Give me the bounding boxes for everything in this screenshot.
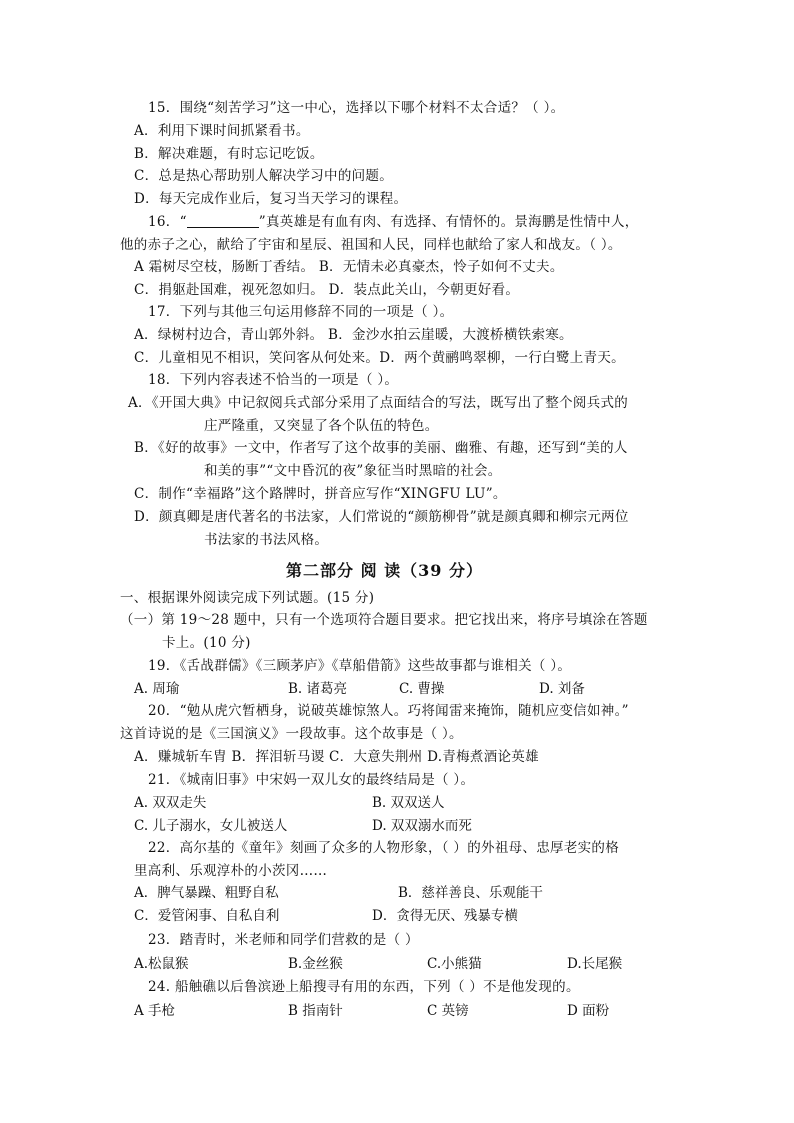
q18-option-a-line1: A．《开国大典》中记叙阅兵式部分采用了点面结合的写法，既写出了整个阅兵式的: [128, 395, 629, 411]
q23-option-d: D.长尾猴: [567, 956, 623, 972]
q23-option-b: B.金丝猴: [288, 956, 343, 972]
q20-options: A．赚城斩车胄 B．挥泪斩马谡 C．大意失荆州 D.青梅煮酒论英雄: [134, 749, 539, 765]
q15-option-d: D．每天完成作业后，复习当天学习的课程。: [134, 191, 408, 207]
q19-option-d: D. 刘备: [539, 681, 585, 697]
q22-option-c: C．爱管闲事、自私自利: [134, 908, 280, 924]
q15-option-a: A．利用下课时间抓紧看书。: [134, 123, 310, 139]
q18-option-d-line1: D．颜真卿是唐代著名的书法家，人们常说的“颜筋柳骨”就是颜真卿和柳宗元两位: [134, 509, 629, 525]
q23-stem: 23．踏青时，米老师和同学们营救的是（ ）: [148, 932, 419, 948]
section1-heading: 一、根据课外阅读完成下列试题。(15 分): [120, 590, 375, 606]
q19-option-c: C. 曹操: [399, 681, 445, 697]
q22-stem-line2: 里高利、乐观淳朴的小茨冈……: [134, 863, 328, 879]
q20-stem-line1: 20．“勉从虎穴暂栖身，说破英雄惊煞人。巧将闻雷来掩饰，随机应变信如神。”: [148, 703, 629, 719]
q18-option-a-line2: 庄严隆重，又突显了各个队伍的特色。: [204, 418, 439, 434]
q16-stem-prefix: 16．“: [148, 214, 187, 230]
q16-options-cd: C．捐躯赴国难，视死忽如归。 D．装点此关山，今朝更好看。: [134, 282, 520, 298]
q23-option-c: C.小熊猫: [427, 956, 482, 972]
q21-option-c: C. 儿子溺水，女儿被送人: [134, 818, 288, 834]
q21-option-d: D. 双双溺水而死: [372, 818, 472, 834]
q24-option-a: A 手枪: [134, 1003, 176, 1019]
q18-stem: 18．下列内容表述不恰当的一项是（ ）。: [148, 372, 399, 388]
q19-stem: 19．《舌战群儒》《三顾茅庐》《草船借箭》这些故事都与谁相关（ ）。: [148, 658, 572, 674]
q17-options-ab: A．绿树村边合，青山郭外斜。 B．金沙水拍云崖暖，大渡桥横铁索寒。: [134, 327, 573, 343]
q18-option-c: C．制作“幸福路”这个路牌时，拼音应写作“XINGFU LU”。: [134, 486, 507, 502]
q15-option-c: C．总是热心帮助别人解决学习中的问题。: [134, 168, 394, 184]
q24-option-d: D 面粉: [567, 1003, 610, 1019]
q15-option-b: B．解决难题，有时忘记吃饭。: [134, 146, 324, 162]
q21-option-b: B. 双双送人: [372, 795, 445, 811]
q17-options-cd: C．儿童相见不相识，笑问客从何处来。D．两个黄鹂鸣翠柳，一行白鹭上青天。: [134, 350, 625, 366]
q19-option-a: A. 周瑜: [134, 681, 180, 697]
q23-option-a: A.松鼠猴: [134, 956, 189, 972]
subsection1-line2: 卡上。(10 分): [162, 635, 251, 651]
q22-option-d: D．贪得无厌、残暴专横: [372, 908, 518, 924]
q22-stem-line1: 22．高尔基的《童年》刻画了众多的人物形象，（ ）的外祖母、忠厚老实的格: [148, 840, 620, 856]
q22-option-b: B．慈祥善良、乐观能干: [398, 885, 543, 901]
q20-stem-line2: 这首诗说的是《三国演义》一段故事。这个故事是（ ）。: [120, 726, 463, 742]
q16-stem-suffix: ”真英雄是有血有肉、有选择、有情怀的。景海鹏是性情中人，: [258, 214, 639, 230]
q18-option-b-line1: B．《好的故事》一文中，作者写了这个故事的美丽、幽雅、有趣，还写到“美的人: [134, 440, 628, 456]
q18-option-b-line2: 和美的事”“文中昏沉的夜”象征当时黑暗的社会。: [204, 463, 502, 479]
q15-stem: 15．围绕“刻苦学习”这一中心，选择以下哪个材料不太合适？（ ）。: [148, 100, 565, 116]
q21-option-a: A. 双双走失: [134, 795, 207, 811]
q18-option-d-line2: 书法家的书法风格。: [204, 532, 329, 548]
q21-stem: 21．《城南旧事》中宋妈一双儿女的最终结局是（ ）。: [148, 772, 475, 788]
q24-stem: 24. 船触礁以后鲁滨逊上船搜寻有用的东西，下列（ ）不是他发现的。: [148, 979, 580, 995]
q16-stem: [148, 212, 639, 232]
q19-option-b: B. 诸葛亮: [288, 681, 348, 697]
q16-stem-line2: 他的赤子之心，献给了宇宙和星辰、祖国和人民，同样也献给了家人和战友。（ ）。: [120, 237, 622, 253]
part2-heading: 第二部分 阅 读（39 分）: [286, 561, 483, 580]
q24-option-c: C 英镑: [427, 1003, 469, 1019]
q24-option-b: B 指南针: [288, 1003, 343, 1019]
fill-blank: [187, 213, 259, 228]
q22-option-a: A．脾气暴躁、粗野自私: [134, 885, 279, 901]
q17-stem: 17．下列与其他三句运用修辞不同的一项是（ ）。: [148, 304, 454, 320]
q16-options-ab: A 霜树尽空枝，肠断丁香结。 B．无情未必真豪杰，怜子如何不丈夫。: [134, 259, 564, 275]
subsection1-line1: （一）第 19～28 题中，只有一个选项符合题目要求。把它找出来，将序号填涂在答题: [120, 612, 648, 628]
